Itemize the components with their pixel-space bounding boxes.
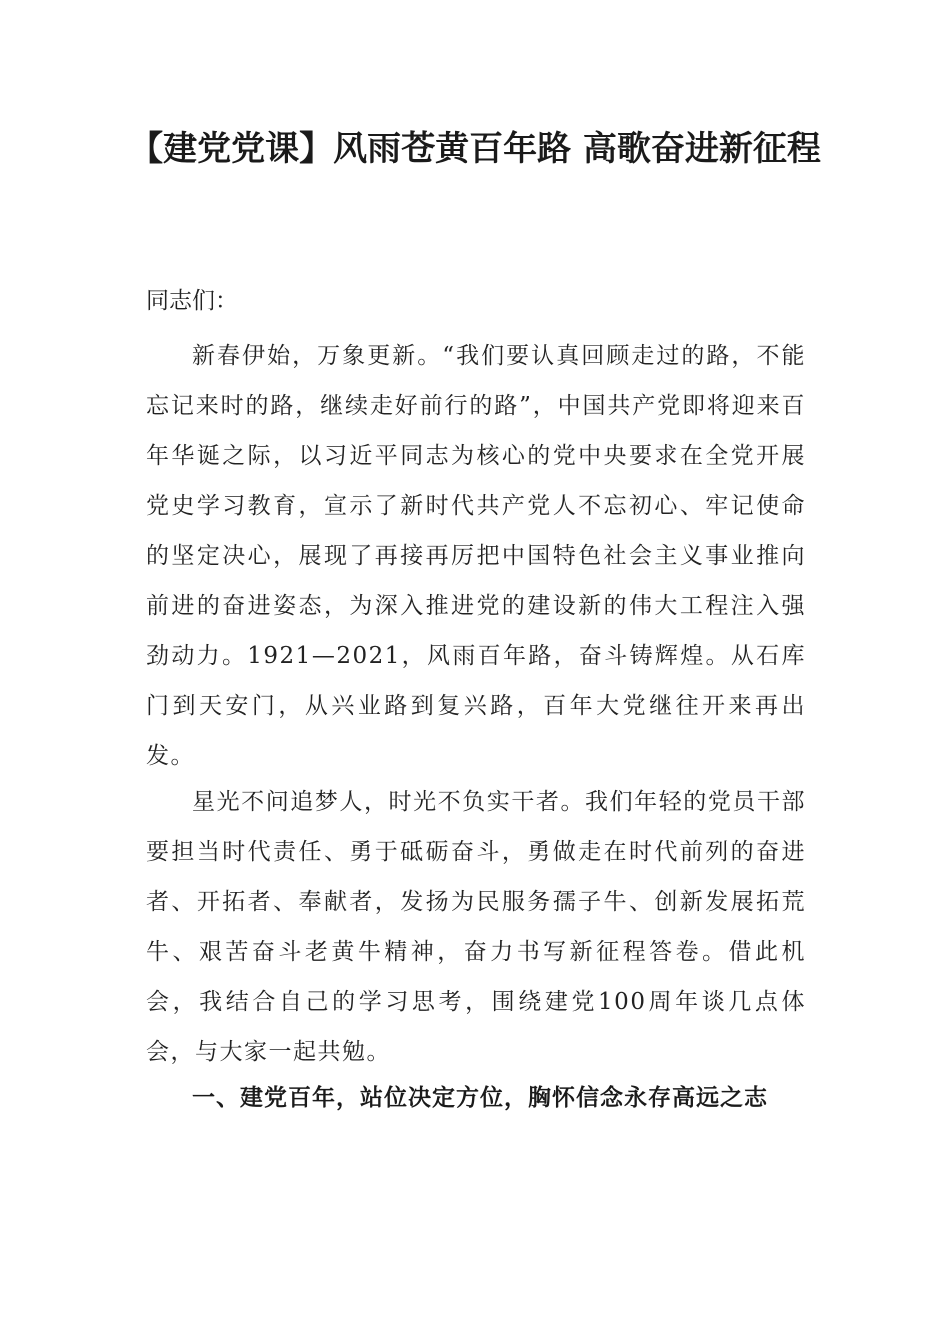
paragraph-2: 星光不问追梦人，时光不负实干者。我们年轻的党员干部要担当时代责任、勇于砥砺奋斗，勇做走在时代前列的奋进者、开拓者、奉献者，发扬为民服务孺子牛、创新发展拓荒牛、艰苦奋斗老黄牛精神，奋力书写新征程答卷。借此机会，我结合自己的学习思考，围绕建党100周年谈几点体会，与大家一起共勉。 [146,789,806,1065]
document-title: 【建党党课】风雨苍黄百年路 高歌奋进新征程 [129,129,821,169]
paragraph-1: 新春伊始，万象更新。“我们要认真回顾走过的路，不能忘记来时的路，继续走好前行的路”，中国共产党即将迎来百年华诞之际，以习近平同志为核心的党中央要求在全党开展党史学习教育，宣示了新时代共产党人不忘初心、牢记使命的坚定决心，展现了再接再厉把中国特色社会主义事业推向前进的奋进姿态，为深入推进党的建设新的伟大工程注入强劲动力。1921—2021，风雨百年路，奋斗铸辉煌。从石库门到天安门，从兴业路到复兴路，百年大党继往开来再出发。 [146,343,806,769]
salutation: 同志们： [146,288,238,314]
section-heading: 一、建党百年，站位决定方位，胸怀信念永存高远之志 [192,1085,768,1111]
